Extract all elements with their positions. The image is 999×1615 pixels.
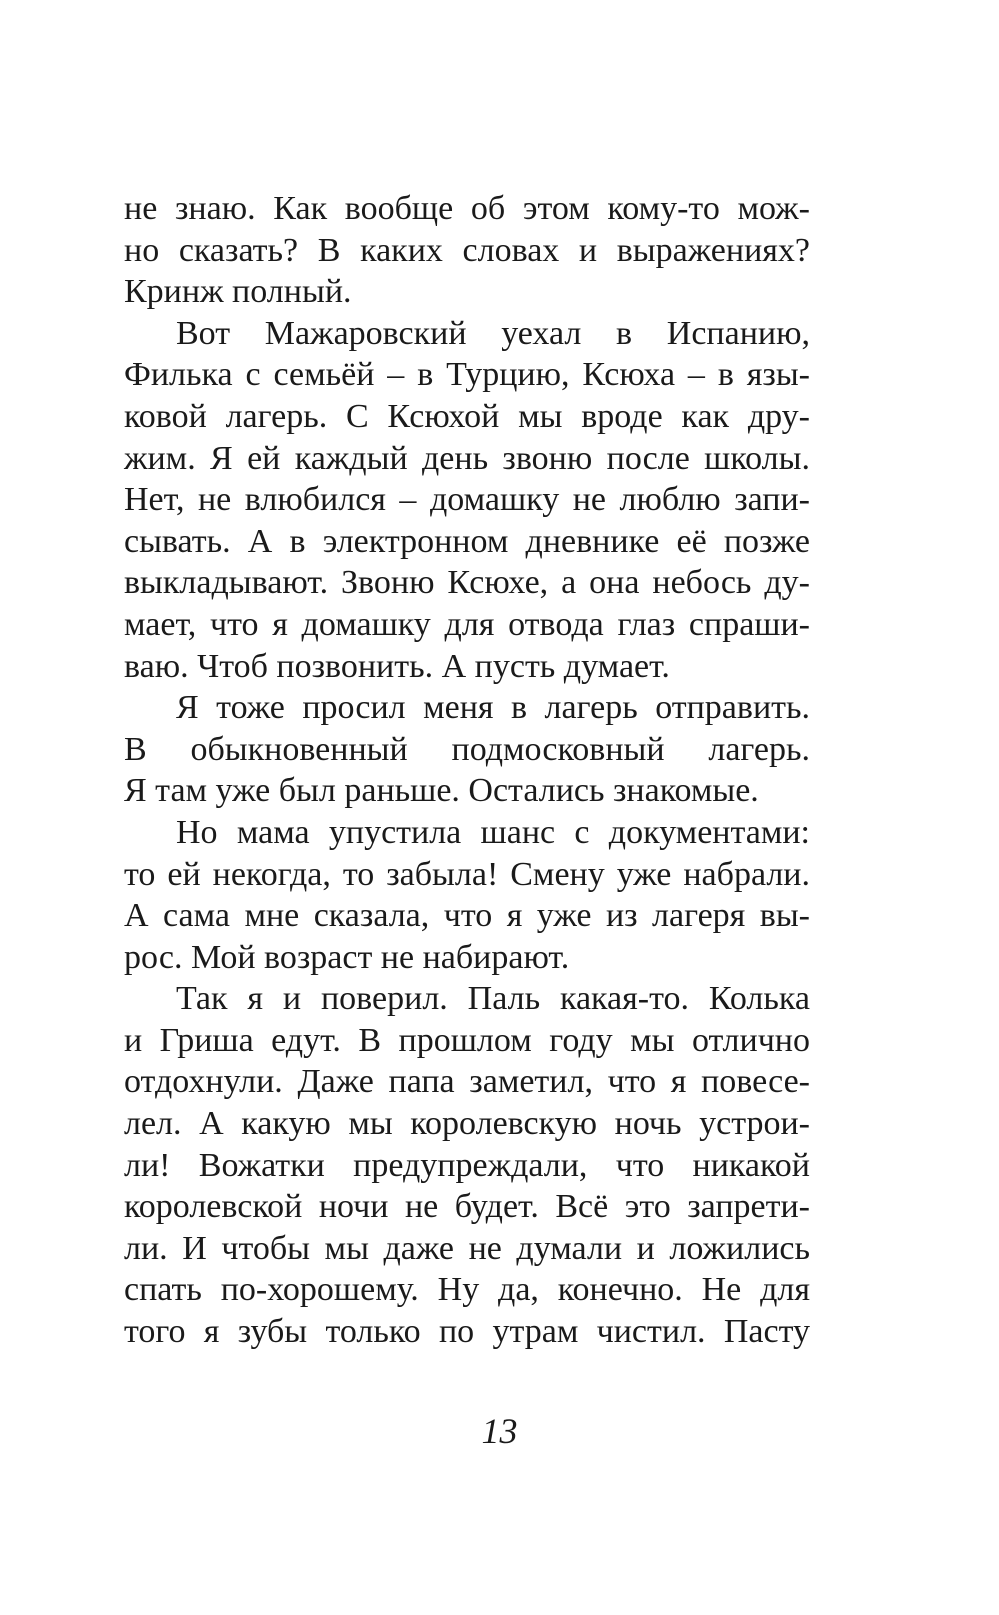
- text-line: ковой лагерь. С Ксюхой мы вроде как дру-: [124, 397, 810, 435]
- text-line: но сказать? В каких словах и выражениях?: [124, 231, 810, 269]
- text-line: то ей некогда, то забыла! Смену уже набрали.: [124, 855, 810, 893]
- page-number: 13: [481, 1411, 518, 1451]
- text-line: Филька с семьёй – в Турцию, Ксюха – в язы-: [124, 356, 810, 394]
- text-line: отдохнули. Даже папа заметил, что я повесе-: [124, 1063, 810, 1101]
- text-line: лел. А какую мы королевскую ночь устрои-: [124, 1105, 810, 1143]
- text-line: ваю. Чтоб позвонить. А пусть думает.: [124, 647, 670, 685]
- text-line: ли! Вожатки предупреждали, что никакой: [124, 1146, 810, 1184]
- text-line: не знаю. Как вообще об этом кому-то мож-: [124, 190, 810, 227]
- text-line: Так я и поверил. Паль какая-то. Колька: [176, 980, 810, 1018]
- text-line: Вот Мажаровский уехал в Испанию,: [176, 314, 810, 352]
- text-line: жим. Я ей каждый день звоню после школы.: [124, 439, 810, 477]
- text-line: выкладывают. Звоню Ксюхе, а она небось ду-: [124, 564, 810, 602]
- text-line: сывать. А в электронном дневнике её позже: [124, 522, 810, 560]
- text-line: мает, что я домашку для отвода глаз спраши-: [124, 605, 810, 643]
- text-line: и Гриша едут. В прошлом году мы отлично: [124, 1021, 810, 1059]
- text-line: Нет, не влюбился – домашку не люблю запи-: [124, 481, 810, 519]
- text-line: В обыкновенный подмосковный лагерь.: [124, 730, 810, 768]
- text-line: Но мама упустила шанс с документами:: [176, 813, 810, 851]
- text-line: спать по-хорошему. Ну да, конечно. Не для: [124, 1271, 810, 1309]
- text-line: Кринж полный.: [124, 273, 352, 311]
- text-line: того я зубы только по утрам чистил. Пасту: [124, 1313, 810, 1351]
- text-line: А сама мне сказала, что я уже из лагеря вы-: [124, 897, 810, 935]
- text-line: рос. Мой возраст не набирают.: [124, 938, 570, 976]
- text-line: ли. И чтобы мы даже не думали и ложились: [124, 1229, 810, 1267]
- text-line: королевской ночи не будет. Всё это запрети-: [124, 1188, 810, 1226]
- text-line: Я тоже просил меня в лагерь отправить.: [176, 689, 810, 727]
- book-page-text: [124, 188, 810, 1353]
- text-line: Я там уже был раньше. Остались знакомые.: [124, 772, 759, 810]
